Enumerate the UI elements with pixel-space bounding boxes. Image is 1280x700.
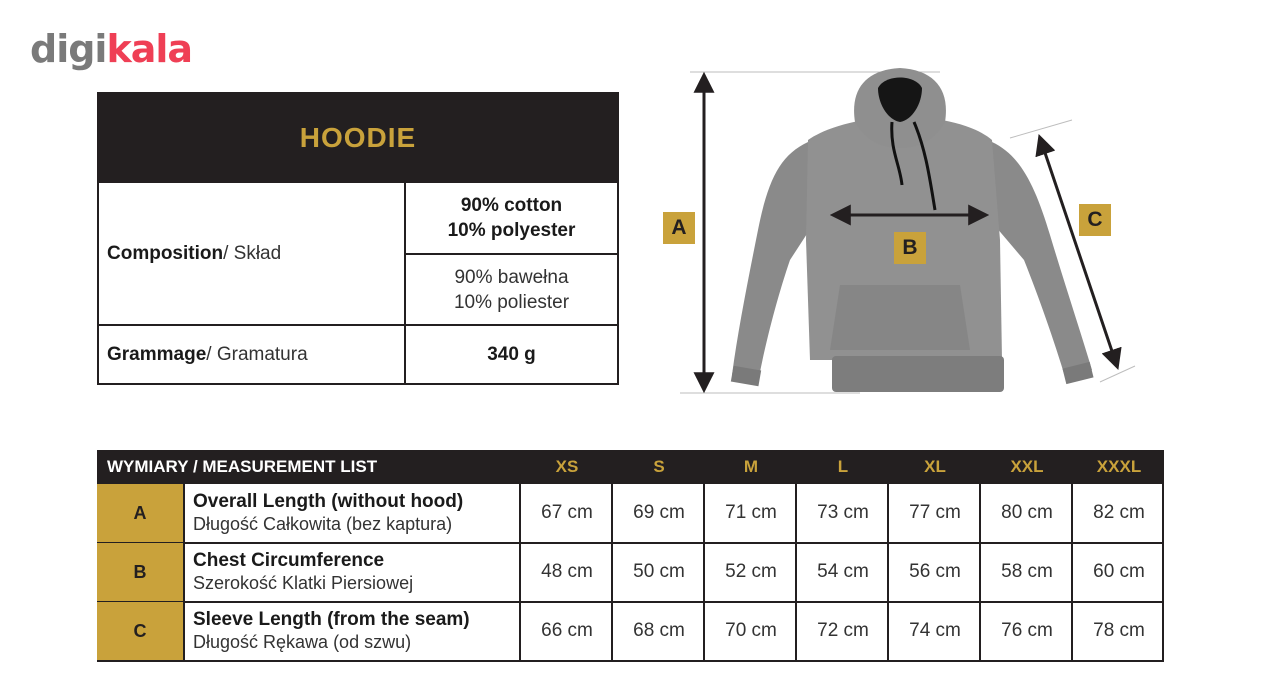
value-cell: 60 cm — [1093, 561, 1145, 582]
size-header-s: S — [653, 457, 665, 476]
row-key-a: A — [97, 484, 183, 542]
row-description-c — [185, 602, 519, 660]
product-title: HOODIE — [299, 121, 417, 153]
value-cell: 74 cm — [909, 620, 961, 641]
product-info-table — [97, 92, 619, 387]
composition-pl-line-2: 10% poliester — [453, 291, 570, 313]
logo-text-digi: digi — [30, 27, 107, 71]
row-label-en: Sleeve Length (from the seam) — [193, 609, 470, 630]
size-header-xs: XS — [555, 457, 579, 476]
value-cell: 67 cm — [541, 502, 593, 523]
row-key-b: B — [97, 543, 183, 601]
value-cell: 76 cm — [1001, 620, 1053, 641]
front-pocket — [830, 285, 970, 350]
value-cell: 71 cm — [725, 502, 777, 523]
row-key-c: C — [97, 602, 183, 660]
value-cell: 50 cm — [633, 561, 685, 582]
size-header-xxl: XXL — [1010, 457, 1044, 476]
value-cell: 58 cm — [1001, 561, 1053, 582]
right-sleeve — [990, 142, 1092, 380]
value-cell: 78 cm — [1093, 620, 1145, 641]
value-cell: 54 cm — [817, 561, 869, 582]
value-cell: 48 cm — [541, 561, 593, 582]
size-header-l: L — [837, 457, 849, 476]
measurement-table — [97, 450, 1164, 662]
grid-bottom — [97, 660, 1164, 662]
table-row — [97, 602, 1164, 660]
measurement-table-header — [97, 450, 1164, 484]
label-b-badge: B — [894, 232, 926, 264]
composition-en-line-2: 10% polyester — [447, 220, 576, 241]
row-label-en: Overall Length (without hood) — [193, 491, 464, 512]
size-header-xl: XL — [924, 457, 946, 476]
row-description-a — [185, 484, 519, 542]
value-cell: 70 cm — [725, 620, 777, 641]
value-cell: 69 cm — [633, 502, 685, 523]
grammage-value: 340 g — [487, 344, 536, 365]
row-label-en: Chest Circumference — [193, 550, 385, 571]
size-header-m: M — [743, 457, 759, 476]
left-sleeve — [732, 142, 816, 382]
guide-line-shoulder — [1010, 120, 1072, 138]
hoodie-measurement-figure — [640, 60, 1200, 410]
grammage-label — [99, 326, 404, 383]
value-cell: 56 cm — [909, 561, 961, 582]
measurement-table-title: WYMIARY / MEASUREMENT LIST — [107, 457, 378, 476]
grammage-label-en: Grammage — [107, 343, 207, 365]
value-cell: 82 cm — [1093, 502, 1145, 523]
size-header-xxxl: XXXL — [1096, 457, 1142, 476]
logo-text-kala: kala — [106, 27, 193, 71]
label-a-badge: A — [663, 212, 695, 244]
product-info-body — [97, 183, 619, 385]
row-label-pl: Długość Rękawa (od szwu) — [193, 632, 412, 652]
value-cell: 68 cm — [633, 620, 685, 641]
value-cell: 73 cm — [817, 502, 869, 523]
label-c-badge: C — [1079, 204, 1111, 236]
row-description-b — [185, 543, 519, 601]
row-label-pl: Szerokość Klatki Piersiowej — [193, 573, 414, 593]
product-title-header — [97, 92, 619, 183]
value-cell: 77 cm — [909, 502, 961, 523]
guide-line-cuff — [1100, 366, 1135, 382]
composition-label — [99, 183, 404, 324]
digikala-logo[interactable] — [30, 22, 192, 76]
value-cell: 80 cm — [1001, 502, 1053, 523]
composition-pl-line-1: 90% bawełna — [454, 266, 569, 288]
value-cell: 72 cm — [817, 620, 869, 641]
table-row — [97, 484, 1164, 542]
composition-label-pl: / Skład — [223, 242, 282, 264]
composition-en-line-1: 90% cotton — [460, 195, 563, 216]
table-row — [97, 543, 1164, 601]
value-cell: 66 cm — [541, 620, 593, 641]
value-cell: 52 cm — [725, 561, 777, 582]
row-label-pl: Długość Całkowita (bez kaptura) — [193, 514, 453, 534]
composition-en-value — [406, 183, 617, 253]
composition-label-en: Composition — [107, 242, 224, 264]
composition-pl-value — [406, 255, 617, 324]
waistband — [832, 356, 1004, 392]
grammage-label-pl: / Gramatura — [206, 343, 308, 365]
